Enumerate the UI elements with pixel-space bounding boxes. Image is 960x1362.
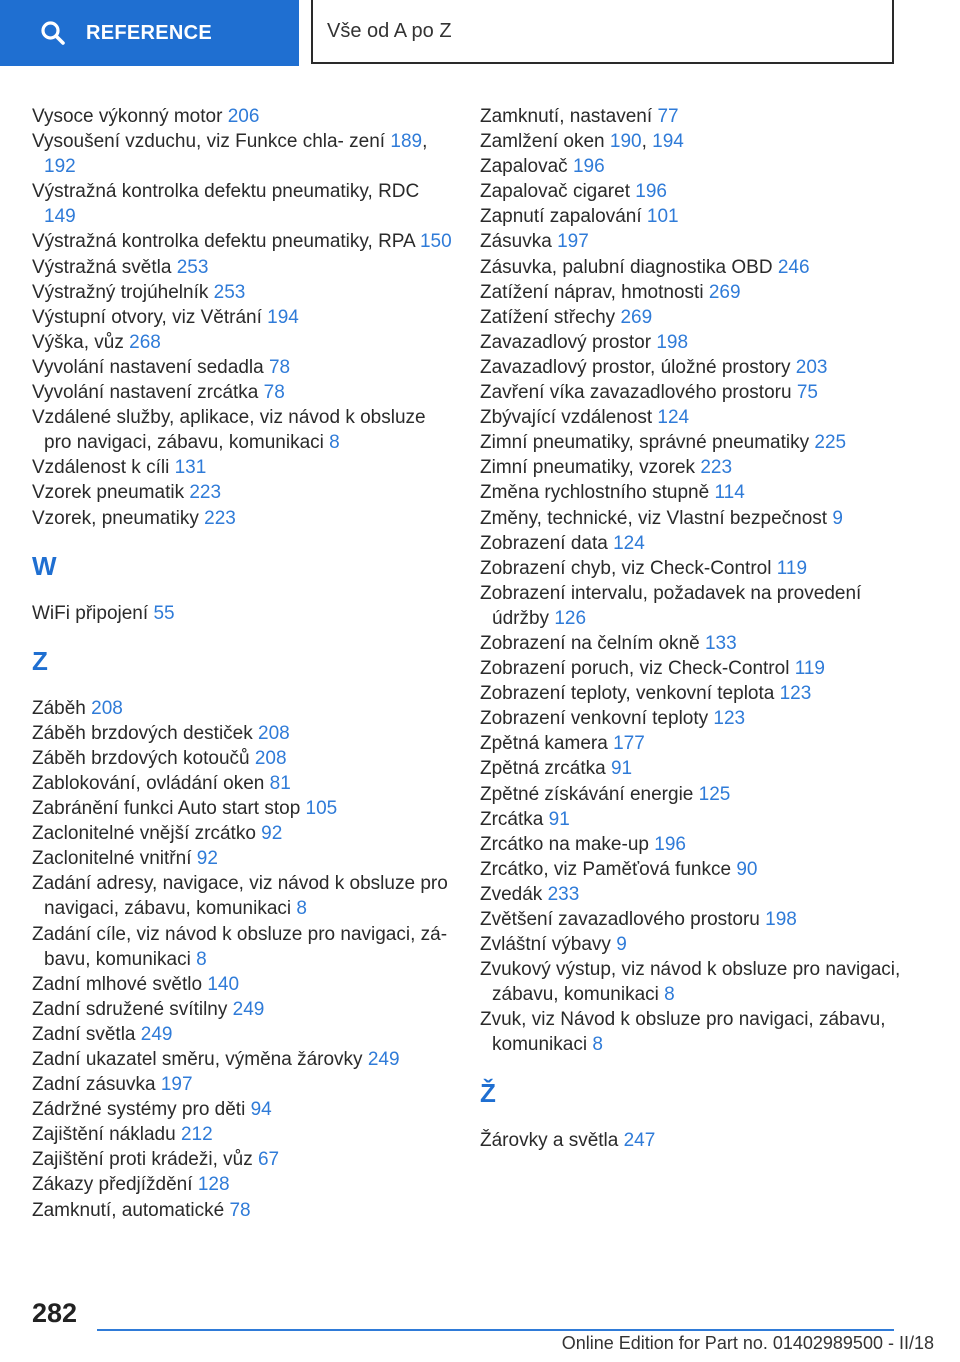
entry-term: Vysoušení vzduchu, viz Funkce chla- bbox=[32, 131, 344, 153]
entry-term: Vyvolání nastavení zrcátka bbox=[32, 382, 259, 404]
page-link[interactable]: 9 bbox=[832, 507, 843, 529]
page-link[interactable]: 177 bbox=[613, 733, 645, 755]
page-link[interactable]: 223 bbox=[189, 482, 222, 504]
entry-term: Vyvolání nastavení sedadla bbox=[32, 356, 264, 378]
entry-term: Zadání adresy, navigace, viz návod k obsluze pro bbox=[32, 873, 448, 895]
entry-term: Zrcátka bbox=[480, 808, 544, 830]
entry-term: Zajištění proti krádeži, vůz bbox=[32, 1149, 253, 1171]
index-entry bbox=[480, 154, 910, 179]
entry-term: Vysoce výkonný motor bbox=[32, 106, 223, 127]
page-link[interactable]: 81 bbox=[269, 772, 291, 794]
page-link[interactable]: 223 bbox=[204, 507, 236, 529]
header bbox=[0, 0, 960, 66]
index-entry bbox=[480, 480, 910, 505]
page-link[interactable]: 225 bbox=[814, 432, 847, 454]
page-link[interactable]: 196 bbox=[572, 156, 605, 178]
page-link[interactable]: 78 bbox=[229, 1199, 251, 1221]
page-link[interactable]: 247 bbox=[623, 1129, 656, 1151]
page-link[interactable]: 105 bbox=[305, 798, 338, 820]
index-entry bbox=[32, 179, 452, 229]
page-number: 282 bbox=[32, 1298, 78, 1328]
page-link[interactable]: 206 bbox=[227, 106, 260, 127]
page-link[interactable]: 124 bbox=[613, 532, 645, 554]
entry-term: Zobrazení poruch, viz Check-Control bbox=[480, 658, 790, 680]
index-entry bbox=[480, 330, 910, 355]
index-entry bbox=[32, 972, 452, 997]
entry-term: Změny, technické, viz Vlastní bezpečnost bbox=[480, 507, 828, 529]
index-entry bbox=[480, 355, 910, 380]
entry-term: Zaclonitelné vnitřní bbox=[32, 848, 192, 870]
entry-term: Zásuvka, palubní diagnostika OBD bbox=[480, 256, 773, 278]
entry-term: údržby bbox=[492, 607, 550, 629]
entry-term: Vzdálenost k cíli bbox=[32, 457, 170, 479]
index-entry bbox=[32, 821, 452, 846]
index-entry bbox=[32, 355, 452, 380]
index-entry bbox=[32, 846, 452, 871]
page-link[interactable]: 190 bbox=[609, 131, 642, 153]
page-link[interactable]: 196 bbox=[635, 181, 667, 203]
entry-term: Zabránění funkci Auto start stop bbox=[32, 798, 301, 820]
index-entry bbox=[480, 1128, 910, 1153]
index-entry bbox=[32, 506, 452, 531]
page-link[interactable]: 8 bbox=[196, 948, 207, 970]
page-link[interactable]: 149 bbox=[44, 206, 76, 228]
entry-term: Zákazy předjíždění bbox=[32, 1174, 193, 1196]
page-link[interactable]: 133 bbox=[704, 632, 737, 654]
index-entry bbox=[480, 731, 910, 756]
entry-term: Zimní pneumatiky, vzorek bbox=[480, 457, 696, 479]
index-entry bbox=[480, 531, 910, 556]
index-entry bbox=[480, 756, 910, 781]
index-letter-heading: Ž bbox=[480, 1077, 496, 1108]
entry-term: zení bbox=[349, 131, 386, 153]
index-entry bbox=[480, 305, 910, 330]
page-link[interactable]: 78 bbox=[263, 382, 285, 404]
index-entry bbox=[32, 1097, 452, 1122]
entry-term: Zádržné systémy pro děti bbox=[32, 1099, 246, 1121]
index-entry bbox=[32, 1047, 452, 1072]
index-entry bbox=[32, 746, 452, 771]
entry-term: Zrcátko na make-up bbox=[480, 833, 649, 855]
index-entry bbox=[32, 696, 452, 721]
entry-term: Zatížení náprav, hmotnosti bbox=[480, 281, 704, 303]
index-entry bbox=[480, 229, 910, 254]
index-entry bbox=[480, 832, 910, 857]
entry-term: Zapnutí zapalování bbox=[480, 206, 642, 228]
index-entry bbox=[32, 601, 452, 626]
entry-term: Výstražná kontrolka defektu pneumatiky, bbox=[32, 231, 373, 253]
page-link[interactable]: 208 bbox=[258, 722, 290, 744]
page-link[interactable]: 77 bbox=[657, 106, 679, 127]
index-entry bbox=[480, 455, 910, 480]
page-link[interactable]: 249 bbox=[140, 1023, 173, 1045]
index-entry bbox=[480, 706, 910, 731]
page-link[interactable]: 131 bbox=[174, 457, 207, 479]
entry-term: Změna rychlostního stupně bbox=[480, 482, 710, 504]
entry-term: Zavazadlový prostor, úložné prostory bbox=[480, 356, 791, 378]
page-link[interactable]: 128 bbox=[197, 1174, 230, 1196]
index-entry bbox=[32, 1147, 452, 1172]
page-link[interactable]: 196 bbox=[654, 833, 686, 855]
page-link[interactable]: 189 bbox=[390, 131, 423, 153]
page-link[interactable]: 75 bbox=[796, 382, 818, 404]
entry-term: Zpětná zrcátka bbox=[480, 758, 606, 780]
index-entry bbox=[480, 681, 910, 706]
page-link[interactable]: 197 bbox=[557, 231, 589, 253]
page-link[interactable]: 249 bbox=[232, 998, 265, 1020]
index-entry bbox=[32, 1198, 452, 1223]
index-entry bbox=[32, 330, 452, 355]
entry-term: Zbývající vzdálenost bbox=[480, 407, 653, 429]
index-entry bbox=[32, 771, 452, 796]
index-entry bbox=[32, 229, 452, 254]
entry-term: Zobrazení teploty, venkovní teplota bbox=[480, 683, 775, 705]
index-entry bbox=[32, 1022, 452, 1047]
index-entry bbox=[32, 871, 452, 921]
entry-term: Zvuk, viz Návod k obsluze pro navigaci, zábavu, bbox=[480, 1009, 886, 1031]
entry-term: Zajištění nákladu bbox=[32, 1124, 176, 1146]
page-link[interactable]: 212 bbox=[180, 1124, 213, 1146]
entry-term: Zadní světla bbox=[32, 1023, 136, 1045]
page-link[interactable]: 194 bbox=[267, 306, 299, 328]
page-link[interactable]: 8 bbox=[592, 1034, 603, 1056]
index-letter-heading: W bbox=[32, 550, 57, 581]
page-link[interactable]: 126 bbox=[554, 607, 587, 629]
page-link[interactable]: 90 bbox=[736, 858, 758, 880]
entry-term: Záběh bbox=[32, 697, 86, 719]
index-entry bbox=[480, 957, 910, 1007]
index-entry bbox=[480, 204, 910, 229]
breadcrumb bbox=[311, 0, 894, 64]
entry-term: navigaci, zábavu, komunikaci bbox=[44, 898, 292, 920]
page-link[interactable]: 223 bbox=[700, 457, 733, 479]
entry-term: Vzorek, pneumatiky bbox=[32, 507, 199, 529]
index-entry bbox=[32, 280, 452, 305]
page-link[interactable]: 124 bbox=[657, 407, 690, 429]
entry-term: Zadní mlhové světlo bbox=[32, 973, 203, 995]
entry-term: Vzdálené služby, aplikace, viz návod k obsluze bbox=[32, 407, 426, 429]
index-entry bbox=[480, 782, 910, 807]
entry-term: WiFi připojení bbox=[32, 602, 149, 624]
breadcrumb-title: Vše od A po Z bbox=[327, 19, 452, 42]
entry-term: Zavření víka zavazadlového prostoru bbox=[480, 382, 792, 404]
entry-term: Zablokování, ovládání oken bbox=[32, 772, 265, 794]
index-entry bbox=[480, 405, 910, 430]
entry-term: Zamlžení oken bbox=[480, 131, 605, 153]
page-link[interactable]: 268 bbox=[129, 331, 161, 353]
page-link[interactable]: 203 bbox=[795, 356, 828, 378]
entry-term: RPA bbox=[378, 231, 415, 253]
entry-term: Zobrazení data bbox=[480, 532, 608, 554]
entry-term: pro navigaci, zábavu, komunikaci bbox=[44, 432, 324, 454]
entry-term: Zatížení střechy bbox=[480, 306, 616, 328]
index-entry bbox=[32, 1172, 452, 1197]
page-link[interactable]: 208 bbox=[254, 747, 287, 769]
index-entry bbox=[480, 1007, 910, 1057]
entry-term: Zapalovač bbox=[480, 156, 568, 178]
index-entry bbox=[32, 305, 452, 330]
entry-term: Zamknutí, nastavení bbox=[480, 106, 653, 127]
index-entry bbox=[480, 882, 910, 907]
page-link[interactable]: 55 bbox=[153, 602, 175, 624]
entry-term: zábavu, komunikaci bbox=[492, 984, 659, 1006]
page-link[interactable]: 194 bbox=[652, 131, 684, 153]
entry-term: Zásuvka bbox=[480, 231, 552, 253]
entry-term: Zobrazení intervalu, požadavek na provedení bbox=[480, 582, 862, 604]
index-entry bbox=[32, 480, 452, 505]
index-entry: Vysoušení vzduchu, viz Funkce chla- zení 189, 192 bbox=[32, 131, 428, 178]
index-entry bbox=[480, 807, 910, 832]
page-link[interactable]: 140 bbox=[207, 973, 240, 995]
index-entry bbox=[480, 255, 910, 280]
page-link[interactable]: 8 bbox=[664, 984, 675, 1006]
page-link[interactable]: 269 bbox=[708, 281, 741, 303]
page-link[interactable]: 94 bbox=[250, 1099, 272, 1121]
page-link[interactable]: 78 bbox=[268, 356, 291, 378]
page-link[interactable]: 249 bbox=[367, 1049, 400, 1070]
index-entry bbox=[480, 280, 910, 305]
index-entry bbox=[32, 104, 452, 129]
entry-term: Zobrazení chyb, viz Check-Control bbox=[480, 557, 772, 579]
page-link[interactable]: 67 bbox=[257, 1149, 280, 1171]
edition-note: Online Edition for Part no. 01402989500 - II/18 bbox=[561, 1333, 934, 1353]
entry-term: Vzorek pneumatik bbox=[32, 482, 185, 504]
index-entry bbox=[480, 581, 910, 631]
page-link[interactable]: 123 bbox=[779, 683, 812, 705]
page-link[interactable]: 92 bbox=[196, 848, 218, 870]
page-link[interactable]: 192 bbox=[44, 156, 76, 178]
page-link[interactable]: 91 bbox=[548, 808, 570, 830]
page-link[interactable]: 198 bbox=[656, 331, 689, 353]
entry-term: Zimní pneumatiky, správné pneumatiky bbox=[480, 432, 810, 454]
page-link[interactable]: 197 bbox=[160, 1074, 193, 1096]
entry-term: Žárovky a světla bbox=[480, 1129, 619, 1151]
entry-term: Zamknutí, automatické bbox=[32, 1199, 225, 1221]
index-entry bbox=[480, 104, 910, 129]
page-link[interactable]: 125 bbox=[698, 783, 731, 805]
entry-term: Zadání cíle, viz návod k obsluze pro navigaci, zá- bbox=[32, 923, 448, 945]
index-letter-heading: Z bbox=[32, 645, 48, 676]
entry-term: Zpětné získávání energie bbox=[480, 783, 694, 805]
index-entry: Zamlžení oken 190, 194 bbox=[480, 131, 684, 153]
entry-term: Zapalovač cigaret bbox=[480, 181, 630, 203]
index-entry bbox=[480, 506, 910, 531]
page-link[interactable]: 233 bbox=[547, 883, 580, 905]
index-column-left bbox=[32, 104, 452, 1223]
index-entry bbox=[480, 631, 910, 656]
index-entry bbox=[480, 380, 910, 405]
entry-term: Výška, vůz bbox=[32, 331, 124, 353]
page-link[interactable]: 269 bbox=[620, 306, 653, 328]
entry-term: Zvedák bbox=[480, 883, 543, 905]
entry-term: Zvukový výstup, viz návod k obsluze pro navigaci, bbox=[480, 959, 901, 981]
page-link[interactable]: 208 bbox=[91, 697, 123, 719]
entry-term: Výstražný trojúhelník bbox=[32, 281, 209, 303]
entry-term: Výstražná kontrolka defektu pneumatiky, bbox=[32, 181, 373, 203]
footer-divider bbox=[97, 1329, 894, 1331]
reference-label: REFERENCE bbox=[86, 21, 213, 44]
page-link[interactable]: 123 bbox=[713, 708, 746, 730]
page-link[interactable]: 253 bbox=[213, 281, 246, 303]
index-entry bbox=[480, 430, 910, 455]
page-link[interactable]: 253 bbox=[176, 256, 209, 278]
entry-term: komunikaci bbox=[492, 1034, 588, 1056]
entry-term: Zobrazení na čelním okně bbox=[480, 632, 700, 654]
page-link[interactable]: 9 bbox=[616, 934, 627, 956]
index-entry bbox=[480, 932, 910, 957]
entry-term: Zpětná kamera bbox=[480, 733, 608, 755]
index-column-right bbox=[480, 104, 910, 1153]
page-link[interactable]: 246 bbox=[777, 256, 810, 278]
entry-term: Výstupní otvory, viz Větrání bbox=[32, 306, 262, 328]
index-entry bbox=[480, 656, 910, 681]
index-entry bbox=[32, 1072, 452, 1097]
page-link[interactable]: 119 bbox=[776, 557, 808, 579]
entry-term: Zadní ukazatel směru, výměna žárovky bbox=[32, 1049, 363, 1070]
entry-term: Zadní sdružené svítilny bbox=[32, 998, 228, 1020]
page-link[interactable]: 150 bbox=[419, 231, 452, 253]
page-link[interactable]: 114 bbox=[714, 482, 745, 504]
entry-term: Zaclonitelné vnější zrcátko bbox=[32, 823, 256, 845]
index-entry bbox=[480, 179, 910, 204]
page-link[interactable]: 101 bbox=[646, 206, 679, 228]
index-entry bbox=[32, 380, 452, 405]
entry-term: Záběh brzdových kotoučů bbox=[32, 747, 250, 769]
reference-tab[interactable] bbox=[0, 0, 299, 66]
index-entry bbox=[32, 796, 452, 821]
index-entry bbox=[32, 721, 452, 746]
page-link[interactable]: 8 bbox=[329, 432, 340, 454]
entry-term: Zvětšení zavazadlového prostoru bbox=[480, 909, 760, 930]
page-link[interactable]: 8 bbox=[296, 898, 307, 920]
index-entry bbox=[32, 405, 452, 455]
entry-term: Zvláštní výbavy bbox=[480, 934, 611, 956]
entry-term: Zavazadlový prostor bbox=[480, 331, 652, 353]
page-link[interactable]: 119 bbox=[794, 658, 825, 680]
page-link[interactable]: 92 bbox=[261, 823, 283, 845]
index-entry bbox=[32, 922, 452, 972]
search-icon bbox=[40, 19, 68, 47]
page-link[interactable]: 198 bbox=[765, 909, 797, 930]
entry-term: RDC bbox=[378, 181, 420, 203]
index-entry bbox=[32, 997, 452, 1022]
entry-term: Záběh brzdových destiček bbox=[32, 722, 253, 744]
page-link[interactable]: 91 bbox=[610, 758, 633, 780]
entry-term: bavu, komunikaci bbox=[44, 948, 191, 970]
index-entry bbox=[480, 556, 910, 581]
index-entry bbox=[32, 1122, 452, 1147]
index-entry bbox=[32, 455, 452, 480]
index-entry bbox=[480, 857, 910, 882]
index-entry bbox=[480, 907, 910, 932]
entry-term: Zadní zásuvka bbox=[32, 1074, 156, 1096]
entry-term: Zobrazení venkovní teploty bbox=[480, 708, 709, 730]
entry-term: Výstražná světla bbox=[32, 256, 172, 278]
index-entry bbox=[32, 255, 452, 280]
entry-term: Zrcátko, viz Paměťová funkce bbox=[480, 858, 732, 880]
